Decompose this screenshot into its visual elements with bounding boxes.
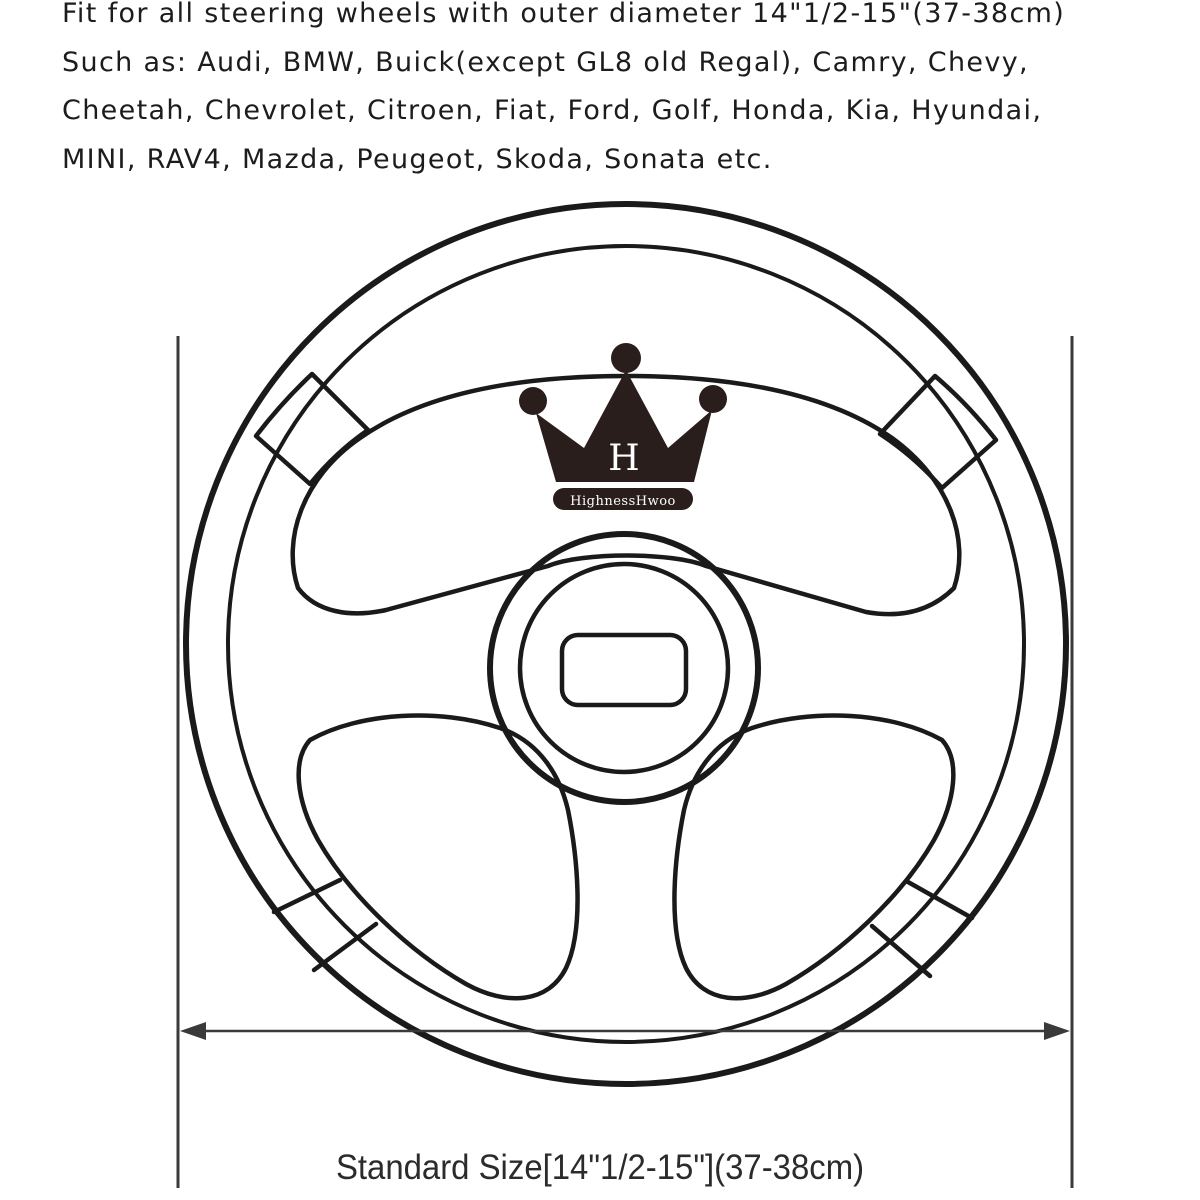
steering-wheel-icon xyxy=(186,204,1066,1084)
lower-right-opening xyxy=(674,716,953,999)
horn-pad xyxy=(562,635,686,705)
grip-upper-right xyxy=(880,376,996,488)
grip-lower-right xyxy=(872,882,972,976)
crown-logo xyxy=(519,343,727,510)
crown-brand-name: HighnessHwoo xyxy=(570,494,676,509)
size-caption: Standard Size[14"1/2-15"](37-38cm) xyxy=(335,1148,865,1187)
hub-outer-ring xyxy=(490,534,758,802)
lower-left-opening xyxy=(299,716,578,999)
wheel-outer-rim xyxy=(186,204,1066,1084)
left-arrowhead xyxy=(180,1022,206,1040)
description-line-1: Fit for all steering wheels with outer diameter 14"1/2-15"(37-38cm) xyxy=(62,0,1066,29)
description-line-3: Cheetah, Chevrolet, Citroen, Fiat, Ford, Golf, Honda, Kia, Hyundai, xyxy=(62,95,1043,126)
description-line-2: Such as: Audi, BMW, Buick(except GL8 old Regal), Camry, Chevy, xyxy=(62,46,1029,78)
description-line-4: MINI, RAV4, Mazda, Peugeot, Skoda, Sonata etc. xyxy=(62,143,773,175)
crown-letter: H xyxy=(608,438,640,479)
hub-inner-ring xyxy=(520,564,728,772)
grip-upper-left xyxy=(256,374,368,484)
right-arrowhead xyxy=(1044,1022,1070,1040)
crown-icon xyxy=(519,343,727,510)
